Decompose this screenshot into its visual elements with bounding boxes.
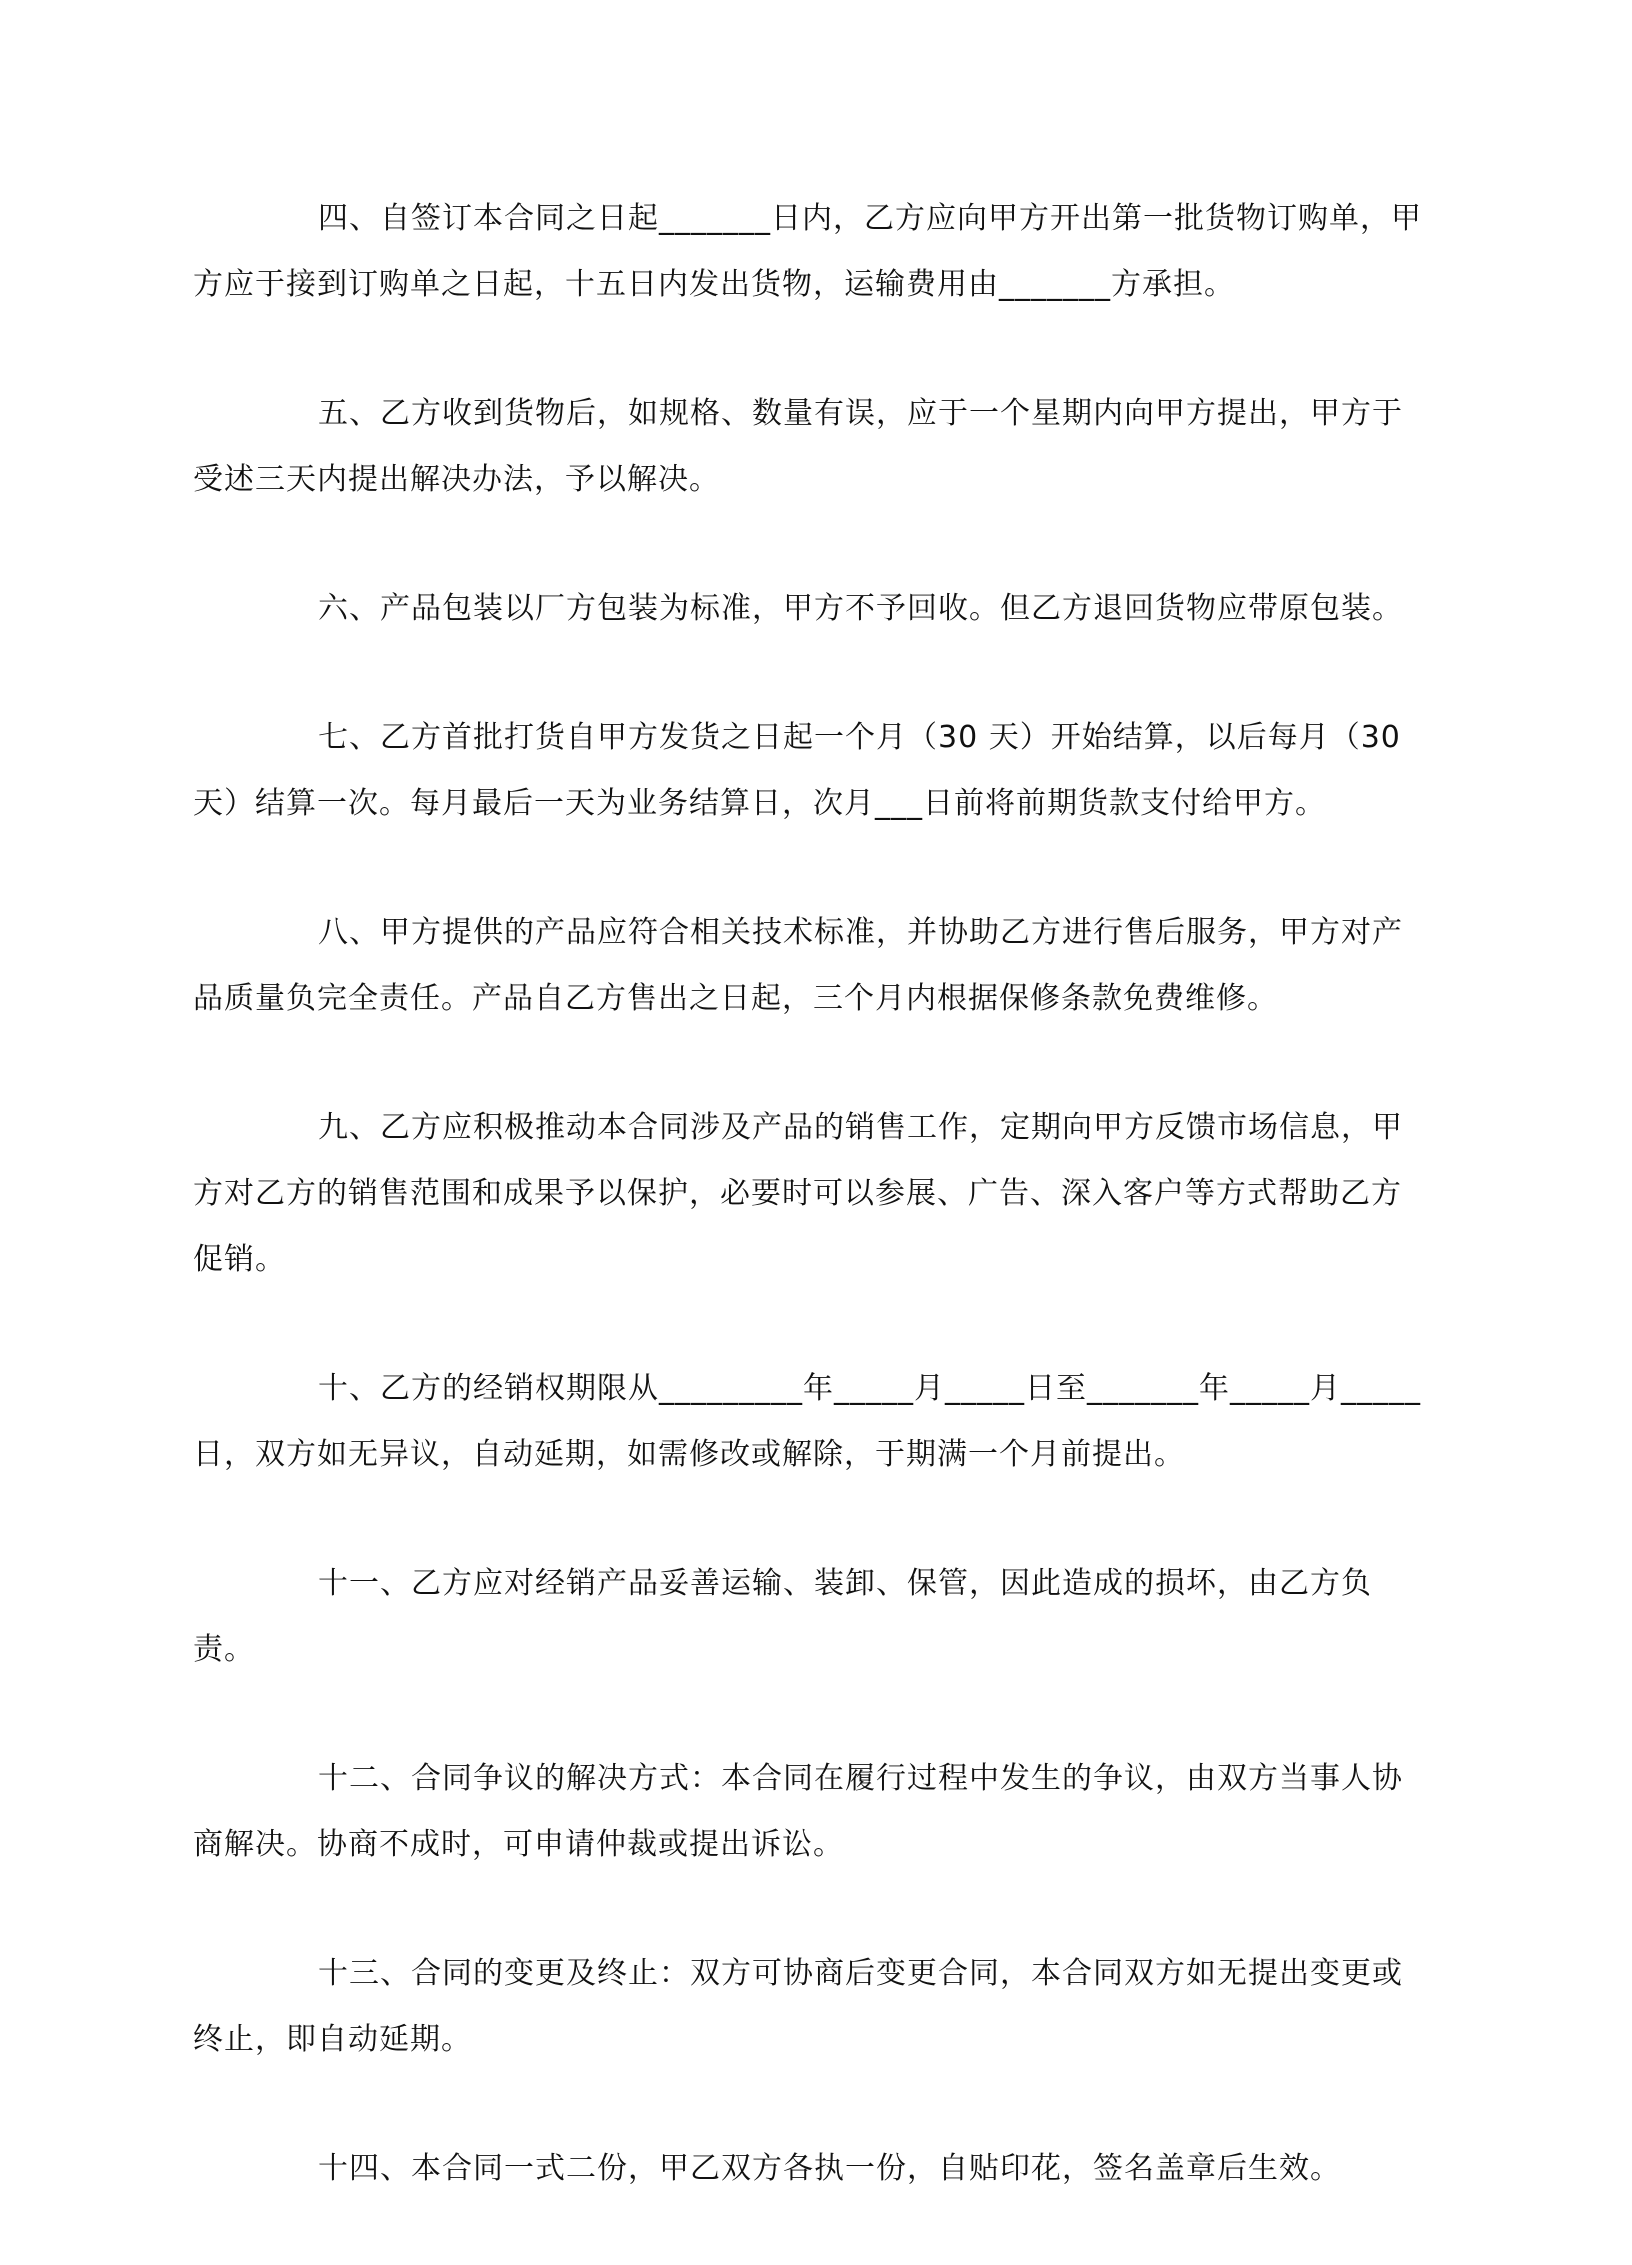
clause-7: 七、乙方首批打货自甲方发货之日起一个月（30 天）开始结算，以后每月（30 天）结算一次。每月最后一天为业务结算日，次月___日前将前期货款支付给甲方。: [193, 720, 1401, 821]
clause-5: 五、乙方收到货物后，如规格、数量有误，应于一个星期内向甲方提出，甲方于受述三天内提出解决办法，予以解决。: [193, 396, 1403, 497]
clause-12: 十二、合同争议的解决方式：本合同在履行过程中发生的争议，由双方当事人协商解决。协商不成时，可申请仲裁或提出诉讼。: [193, 1761, 1403, 1862]
clause-11: 十一、乙方应对经销产品妥善运输、装卸、保管，因此造成的损坏，由乙方负责。: [193, 1566, 1372, 1667]
clause-6: 六、产品包装以厂方包装为标准，甲方不予回收。但乙方退回货物应带原包装。: [318, 591, 1403, 626]
clause-13: 十三、合同的变更及终止：双方可协商后变更合同，本合同双方如无提出变更或终止，即自动延期。: [193, 1956, 1403, 2057]
contract-body: [193, 186, 1423, 2265]
clause-14: 十四、本合同一式二份，甲乙双方各执一份，自贴印花，签名盖章后生效。: [318, 2151, 1341, 2186]
clause-8: 八、甲方提供的产品应符合相关技术标准，并协助乙方进行售后服务，甲方对产品质量负完全责任。产品自乙方售出之日起，三个月内根据保修条款免费维修。: [193, 915, 1403, 1016]
clause-4: 四、自签订本合同之日起_______日内，乙方应向甲方开出第一批货物订购单，甲方应于接到订购单之日起，十五日内发出货物，运输费用由_______方承担。: [193, 201, 1422, 302]
clause-10: 十、乙方的经销权期限从_________年_____月_____日至_______年_____月_____日，双方如无异议，自动延期，如需修改或解除，于期满一个月前提出。: [193, 1371, 1421, 1472]
clause-9: 九、乙方应积极推动本合同涉及产品的销售工作，定期向甲方反馈市场信息，甲方对乙方的销售范围和成果予以保护，必要时可以参展、广告、深入客户等方式帮助乙方促销。: [193, 1110, 1403, 1277]
